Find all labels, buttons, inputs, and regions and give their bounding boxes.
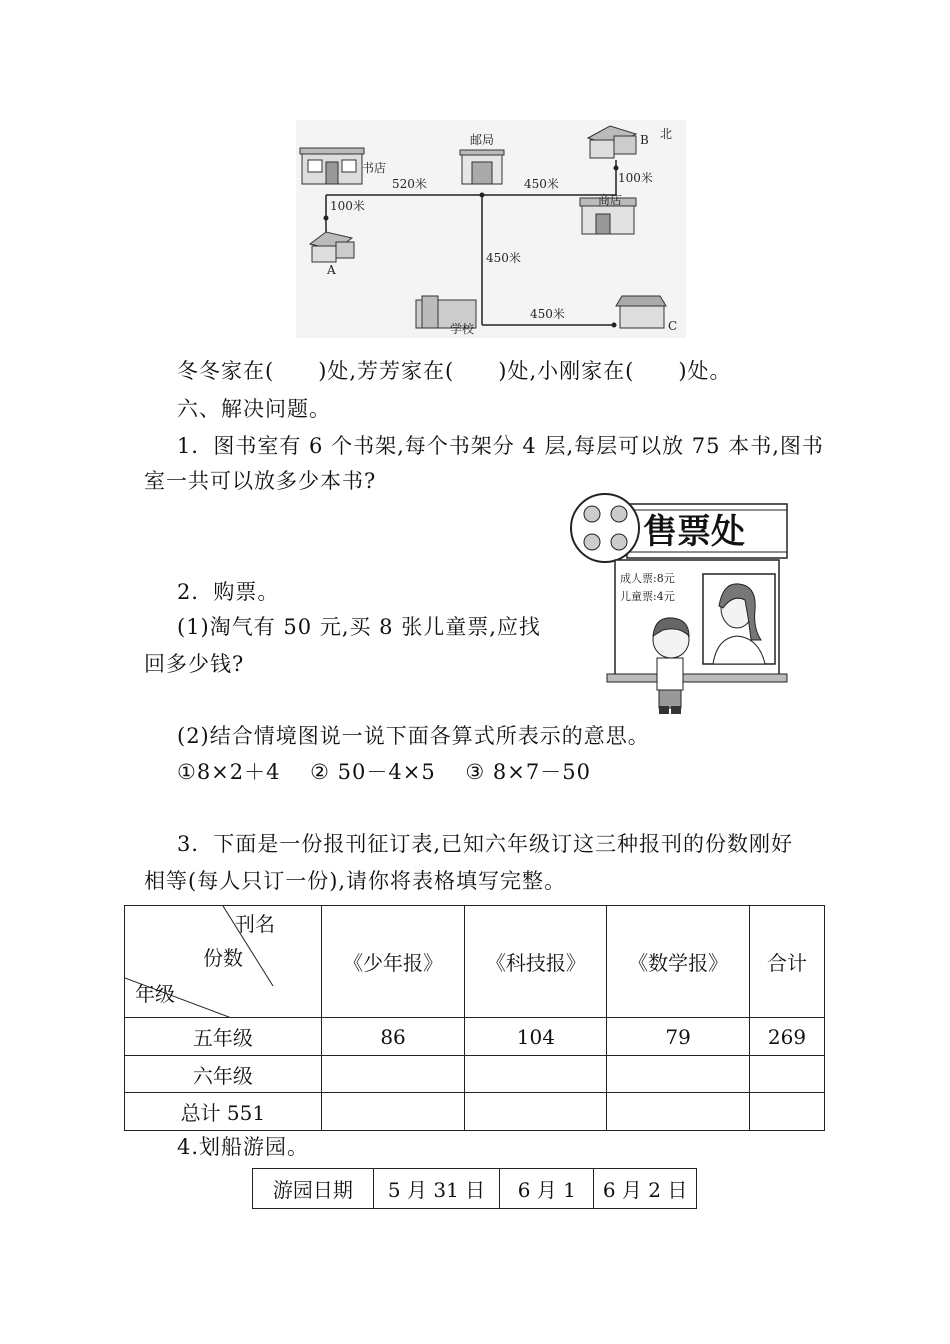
- table-cell: [321, 1093, 465, 1131]
- table-cell: 79: [607, 1018, 750, 1056]
- question-2-expressions: ①8×2＋4 ② 50－4×5 ③ 8×7－50: [177, 760, 591, 784]
- question-3-line-1: 3．下面是一份报刊征订表,已知六年级订这三种报刊的份数刚好: [177, 832, 794, 856]
- label-point-a: A: [327, 263, 336, 277]
- header-corner-middle: 份数: [203, 946, 243, 970]
- table-cell: 6 月 2 日: [594, 1169, 697, 1209]
- label-bookstore: 书店: [362, 161, 387, 175]
- header-corner-cell: [125, 906, 322, 1018]
- column-header: 《科技报》: [465, 906, 607, 1018]
- label-post-office: 邮局: [470, 133, 495, 147]
- table-cell: 269: [750, 1018, 825, 1056]
- table-cell: [465, 1056, 607, 1093]
- label-store-sign: 商店: [598, 193, 623, 207]
- ticket-office-sign: 售票处: [643, 512, 745, 552]
- column-header: 《少年报》: [321, 906, 465, 1018]
- question-3-line-2: 相等(每人只订一份),请你将表格填写完整。: [144, 869, 567, 893]
- section-six-heading: 六、解决问题。: [177, 397, 331, 421]
- fill-blank-line: 冬冬家在( )处,芳芳家在( )处,小刚家在( )处。: [177, 359, 732, 383]
- table-cell: 游园日期: [253, 1169, 374, 1209]
- label-distance-100-b: 100米: [618, 171, 653, 185]
- table-row: [253, 1169, 697, 1209]
- question-2-1-line-1: (1)淘气有 50 元,买 8 张儿童票,应找: [177, 615, 541, 639]
- table-cell: 6 月 1: [500, 1169, 594, 1209]
- table-cell: [750, 1093, 825, 1131]
- table-cell: [465, 1093, 607, 1131]
- label-distance-450-vertical: 450米: [486, 251, 521, 265]
- label-point-b: B: [640, 133, 649, 147]
- shop-c-icon: [616, 296, 666, 328]
- table-cell: 104: [465, 1018, 607, 1056]
- label-distance-100-a: 100米: [330, 199, 365, 213]
- table-cell: [750, 1056, 825, 1093]
- question-2-2: (2)结合情境图说一说下面各算式所表示的意思。: [177, 724, 650, 748]
- row-label: 总计 551: [125, 1093, 322, 1131]
- question-1-line-1: 1．图书室有 6 个书架,每个书架分 4 层,每层可以放 75 本书,图书: [177, 434, 824, 458]
- question-2-title: 2．购票。: [177, 580, 280, 604]
- question-4-title: 4.划船游园。: [177, 1135, 310, 1159]
- table-cell: [607, 1056, 750, 1093]
- subscription-table: [124, 905, 825, 1131]
- header-corner-bottom: 年级: [135, 982, 175, 1006]
- boat-park-table: [252, 1168, 697, 1209]
- column-header: 合计: [750, 906, 825, 1018]
- header-corner-top: 刊名: [235, 912, 275, 936]
- question-1-line-2: 室一共可以放多少本书?: [144, 469, 377, 493]
- table-row: [125, 1018, 825, 1056]
- table-cell: [607, 1093, 750, 1131]
- label-distance-520: 520米: [392, 177, 427, 191]
- question-2-1-line-2: 回多少钱?: [144, 652, 245, 676]
- row-label: 五年级: [125, 1018, 322, 1056]
- bookstore-building-icon: [300, 148, 364, 184]
- column-header: 《数学报》: [607, 906, 750, 1018]
- row-label: 六年级: [125, 1056, 322, 1093]
- table-cell: [321, 1056, 465, 1093]
- table-cell: 5 月 31 日: [373, 1169, 500, 1209]
- label-distance-450-bottom: 450米: [530, 307, 565, 321]
- table-row: [125, 1093, 825, 1131]
- label-distance-450-top: 450米: [524, 177, 559, 191]
- table-row: [125, 1056, 825, 1093]
- post-office-building-icon: [460, 150, 504, 184]
- label-point-c: C: [668, 319, 678, 333]
- label-north: 北: [660, 127, 673, 141]
- child-ticket-price: 儿童票:4元: [620, 590, 675, 603]
- ticket-booth-illustration: [567, 490, 793, 716]
- adult-ticket-price: 成人票:8元: [620, 572, 675, 585]
- label-school: 学校: [450, 322, 475, 336]
- table-cell: 86: [321, 1018, 465, 1056]
- table-header-row: [125, 906, 825, 1018]
- map-figure: [296, 120, 686, 338]
